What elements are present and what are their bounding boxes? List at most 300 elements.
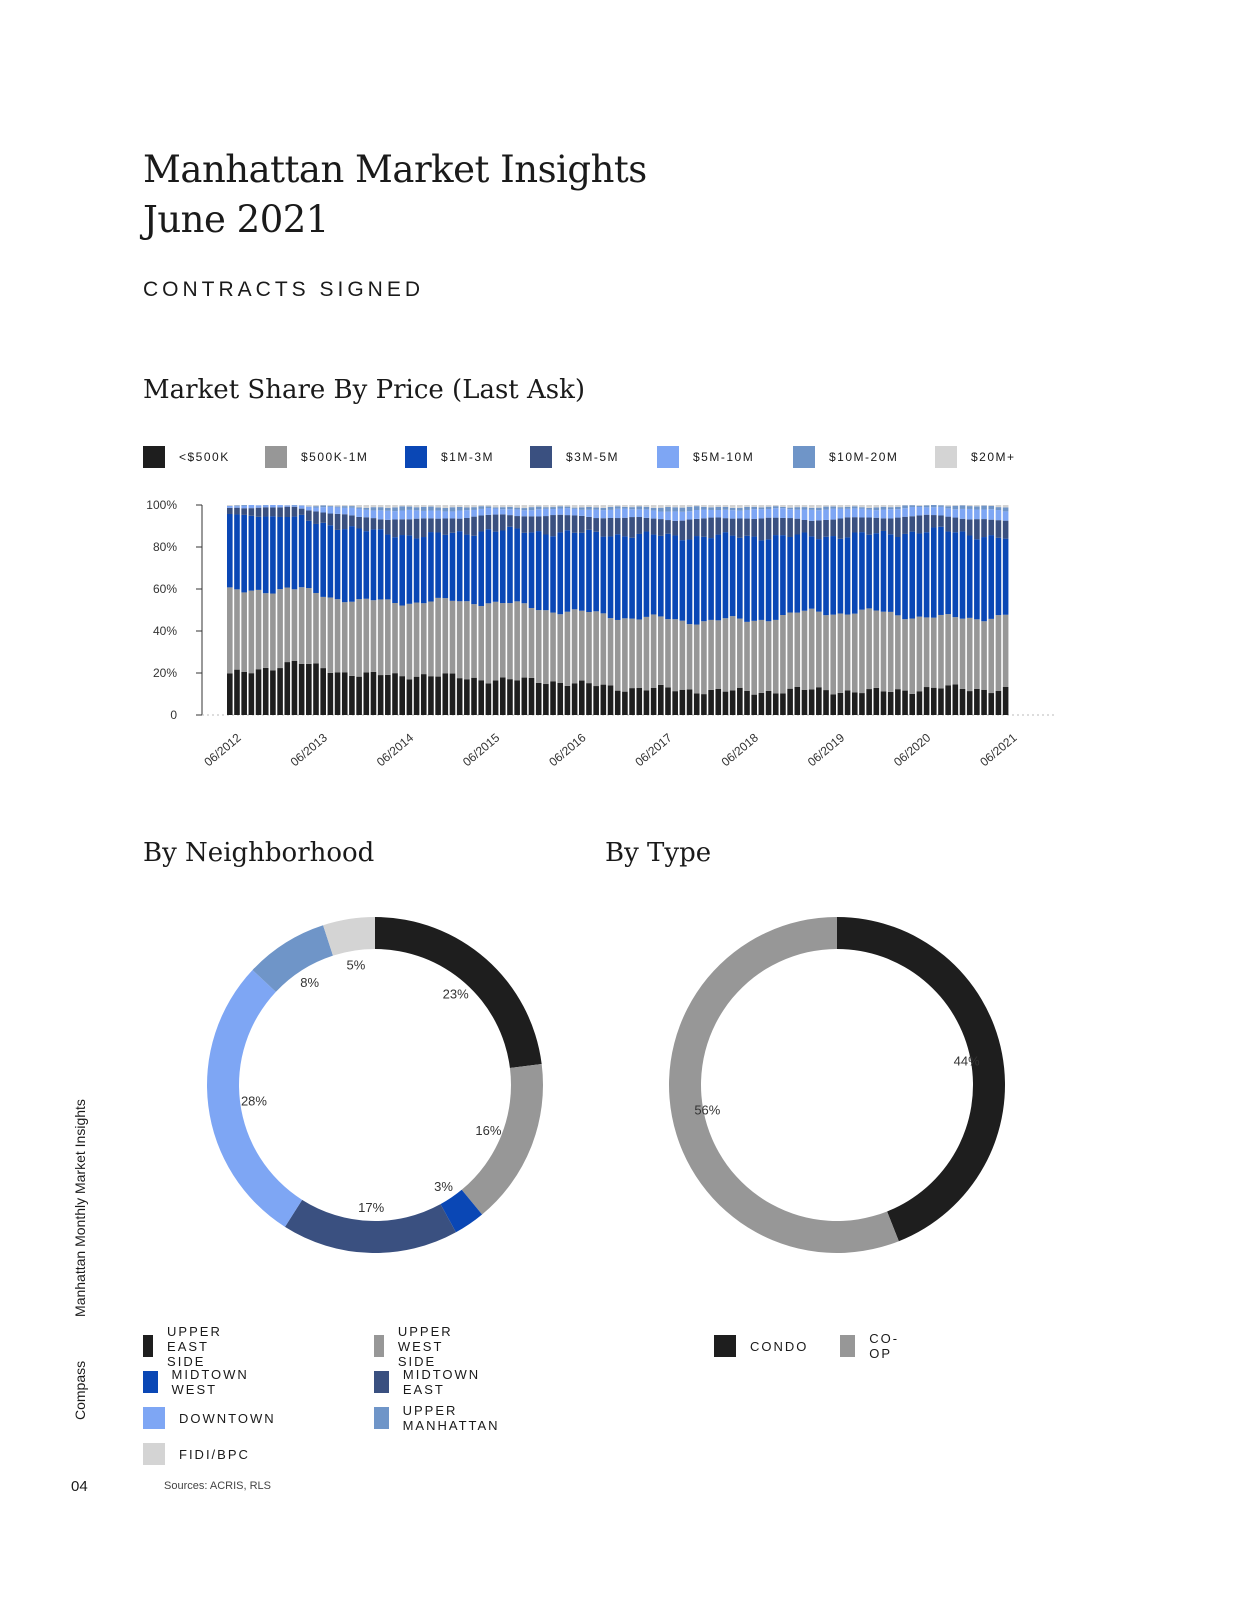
- bar-segment-1m_3m: [536, 531, 542, 610]
- bar-segment-lt500k: [708, 690, 714, 715]
- side-title: Manhattan Monthly Market Insights: [72, 1099, 88, 1317]
- legend-label: MIDTOWN EAST: [402, 1367, 481, 1397]
- bar-segment-5m_10m: [241, 506, 247, 508]
- bar-segment-1m_3m: [514, 528, 520, 601]
- bar-segment-500k_1m: [759, 620, 765, 693]
- bar-segment-1m_3m: [751, 537, 757, 621]
- bar-segment-5m_10m: [306, 507, 312, 511]
- bar-segment-20m_plus: [888, 505, 894, 507]
- bar-segment-3m_5m: [816, 520, 822, 539]
- bar-segment-5m_10m: [565, 508, 571, 515]
- bar-segment-lt500k: [960, 689, 966, 715]
- bar-stack: [680, 505, 686, 715]
- bar-segment-5m_10m: [902, 508, 908, 517]
- legend-label: UPPER EAST SIDE: [167, 1323, 222, 1369]
- bar-segment-10m_20m: [428, 507, 434, 511]
- bar-segment-3m_5m: [471, 517, 477, 536]
- bar-stack: [342, 505, 348, 715]
- bar-segment-lt500k: [342, 672, 348, 715]
- bar-segment-5m_10m: [550, 509, 556, 515]
- bar-segment-1m_3m: [665, 534, 671, 619]
- bar-stack: [672, 505, 678, 715]
- legend-item-midtown-east: [374, 1367, 487, 1397]
- bar-segment-20m_plus: [737, 505, 743, 508]
- bar-stack: [507, 505, 513, 715]
- bar-segment-5m_10m: [672, 511, 678, 520]
- bar-stack: [730, 505, 736, 715]
- bar-segment-3m_5m: [349, 515, 355, 526]
- bar-stack: [349, 505, 355, 715]
- bar-segment-10m_20m: [744, 507, 750, 510]
- donut-slice-condo: [837, 917, 1005, 1241]
- bar-segment-3m_5m: [794, 519, 800, 535]
- bar-segment-lt500k: [773, 693, 779, 715]
- bar-stack: [270, 505, 276, 715]
- bar-segment-lt500k: [644, 690, 650, 715]
- bar-stack: [572, 505, 578, 715]
- bar-segment-lt500k: [450, 674, 456, 715]
- bar-segment-3m_5m: [737, 518, 743, 537]
- bar-segment-20m_plus: [866, 505, 872, 508]
- bar-segment-1m_3m: [723, 532, 729, 618]
- bar-segment-5m_10m: [759, 509, 765, 518]
- legend-item-fidi-bpc: [143, 1443, 250, 1465]
- bar-segment-3m_5m: [651, 519, 657, 535]
- bar-segment-lt500k: [953, 684, 959, 715]
- bar-segment-10m_20m: [845, 507, 851, 509]
- bar-segment-5m_10m: [917, 507, 923, 515]
- bar-segment-5m_10m: [938, 507, 944, 516]
- bar-segment-10m_20m: [974, 506, 980, 509]
- page-title-line1: Manhattan Market Insights: [143, 148, 647, 191]
- bar-stack: [981, 505, 987, 715]
- bar-segment-3m_5m: [543, 516, 549, 534]
- bar-segment-3m_5m: [680, 521, 686, 541]
- bar-segment-5m_10m: [249, 505, 255, 508]
- bar-segment-1m_3m: [586, 530, 592, 612]
- bar-segment-500k_1m: [974, 619, 980, 689]
- bar-segment-3m_5m: [924, 515, 930, 533]
- bar-segment-20m_plus: [672, 505, 678, 507]
- bar-stack: [263, 505, 269, 715]
- bar-segment-3m_5m: [809, 521, 815, 537]
- bar-stack: [241, 505, 247, 715]
- bar-segment-5m_10m: [744, 510, 750, 519]
- bar-segment-10m_20m: [802, 507, 808, 509]
- bar-segment-3m_5m: [773, 518, 779, 535]
- x-tick-label: 06/2015: [460, 730, 503, 770]
- bar-segment-500k_1m: [701, 621, 707, 694]
- bar-segment-1m_3m: [636, 534, 642, 620]
- y-tick-label: 40%: [152, 624, 177, 638]
- bar-segment-3m_5m: [1003, 521, 1009, 539]
- bar-segment-1m_3m: [708, 538, 714, 620]
- bar-segment-20m_plus: [421, 505, 427, 507]
- bar-segment-5m_10m: [464, 510, 470, 518]
- bar-segment-500k_1m: [529, 608, 535, 678]
- bar-segment-20m_plus: [687, 505, 693, 507]
- bar-segment-20m_plus: [780, 505, 786, 507]
- legend-swatch: [714, 1335, 736, 1357]
- bar-segment-20m_plus: [665, 505, 671, 507]
- bar-segment-5m_10m: [363, 510, 369, 517]
- bar-segment-10m_20m: [644, 507, 650, 510]
- bar-segment-5m_10m: [838, 509, 844, 519]
- legend-label: UPPER MANHATTAN: [402, 1403, 500, 1433]
- bar-segment-500k_1m: [802, 611, 808, 690]
- bar-stack: [636, 505, 642, 715]
- bar-segment-lt500k: [478, 680, 484, 715]
- bar-segment-500k_1m: [823, 615, 829, 690]
- bar-segment-1m_3m: [457, 531, 463, 601]
- bar-stack: [866, 505, 872, 715]
- bar-segment-1m_3m: [629, 538, 635, 619]
- bar-segment-20m_plus: [680, 505, 686, 508]
- bar-stack: [615, 505, 621, 715]
- bar-stack: [586, 505, 592, 715]
- bar-segment-5m_10m: [356, 509, 362, 517]
- bar-segment-20m_plus: [874, 505, 880, 507]
- bar-stack: [888, 505, 894, 715]
- bar-segment-5m_10m: [830, 509, 836, 520]
- bar-segment-10m_20m: [622, 507, 628, 509]
- bar-segment-10m_20m: [794, 507, 800, 510]
- bar-segment-500k_1m: [723, 618, 729, 691]
- bar-segment-3m_5m: [601, 518, 607, 536]
- bar-segment-lt500k: [737, 688, 743, 715]
- bar-segment-10m_20m: [658, 508, 664, 512]
- bar-segment-lt500k: [586, 683, 592, 715]
- bar-stack: [787, 505, 793, 715]
- bar-segment-20m_plus: [529, 505, 535, 507]
- legend-label: $10M-20M: [829, 450, 899, 464]
- bar-segment-5m_10m: [780, 508, 786, 518]
- bar-segment-500k_1m: [794, 613, 800, 687]
- bar-stack: [830, 505, 836, 715]
- bar-segment-500k_1m: [241, 592, 247, 672]
- bar-segment-5m_10m: [601, 510, 607, 518]
- bar-segment-5m_10m: [572, 509, 578, 516]
- bar-segment-3m_5m: [852, 517, 858, 532]
- bar-segment-500k_1m: [945, 614, 951, 685]
- bar-segment-500k_1m: [766, 621, 772, 691]
- legend-item-20m: [935, 445, 1016, 469]
- bar-segment-5m_10m: [284, 505, 290, 506]
- donut-label-co-op: 56%: [694, 1102, 721, 1118]
- bar-segment-5m_10m: [651, 510, 657, 518]
- bar-segment-lt500k: [859, 693, 865, 715]
- bar-stack: [385, 505, 391, 715]
- bar-stack: [514, 505, 520, 715]
- bar-segment-lt500k: [263, 668, 269, 715]
- bar-segment-1m_3m: [715, 535, 721, 621]
- bar-segment-1m_3m: [550, 536, 556, 612]
- bar-stack: [550, 505, 556, 715]
- bar-segment-5m_10m: [852, 508, 858, 517]
- page-title-line2: June 2021: [143, 198, 329, 241]
- bar-segment-3m_5m: [557, 515, 563, 533]
- bar-stack: [838, 505, 844, 715]
- bar-segment-5m_10m: [256, 505, 262, 507]
- bar-segment-500k_1m: [680, 621, 686, 690]
- bar-segment-20m_plus: [385, 505, 391, 508]
- bar-segment-5m_10m: [737, 511, 743, 519]
- bar-segment-20m_plus: [608, 505, 614, 507]
- bar-segment-10m_20m: [586, 507, 592, 510]
- bar-stack: [557, 505, 563, 715]
- bar-segment-3m_5m: [443, 518, 449, 534]
- bar-stack: [392, 505, 398, 715]
- bar-segment-1m_3m: [888, 534, 894, 612]
- bar-segment-20m_plus: [335, 505, 341, 507]
- bar-segment-1m_3m: [227, 514, 233, 587]
- bar-segment-10m_20m: [953, 506, 959, 509]
- bar-segment-500k_1m: [715, 620, 721, 689]
- bar-segment-5m_10m: [522, 510, 528, 516]
- bar-segment-lt500k: [759, 693, 765, 715]
- bar-segment-20m_plus: [557, 505, 563, 506]
- bar-segment-1m_3m: [385, 534, 391, 599]
- bar-segment-lt500k: [392, 673, 398, 715]
- bar-segment-3m_5m: [270, 507, 276, 516]
- bar-segment-lt500k: [471, 678, 477, 715]
- legend-swatch: [143, 1335, 153, 1357]
- y-tick-label: 20%: [152, 666, 177, 680]
- bar-segment-5m_10m: [378, 510, 384, 519]
- bar-segment-20m_plus: [708, 505, 714, 507]
- bar-segment-lt500k: [823, 690, 829, 715]
- bar-segment-500k_1m: [371, 600, 377, 672]
- bar-segment-1m_3m: [672, 535, 678, 619]
- bar-segment-20m_plus: [306, 505, 312, 506]
- bar-segment-3m_5m: [622, 518, 628, 537]
- legend-label: FIDI/BPC: [179, 1446, 250, 1462]
- bar-segment-lt500k: [701, 694, 707, 715]
- bar-segment-lt500k: [579, 681, 585, 715]
- bar-segment-3m_5m: [751, 519, 757, 537]
- bar-segment-10m_20m: [701, 507, 707, 510]
- bar-segment-3m_5m: [996, 520, 1002, 538]
- sources-note: Sources: ACRIS, RLS: [164, 1480, 271, 1492]
- bar-stack: [579, 505, 585, 715]
- bar-segment-500k_1m: [292, 589, 298, 661]
- bar-segment-10m_20m: [313, 506, 319, 507]
- bar-segment-20m_plus: [751, 505, 757, 507]
- legend-item-co-op: [840, 1331, 906, 1361]
- bar-segment-3m_5m: [759, 518, 765, 540]
- bar-segment-3m_5m: [529, 516, 535, 532]
- bar-segment-10m_20m: [579, 508, 585, 510]
- bar-segment-500k_1m: [421, 603, 427, 674]
- bar-stack: [687, 505, 693, 715]
- legend-item-500k: [143, 445, 230, 469]
- bar-segment-lt500k: [651, 688, 657, 715]
- bar-stack: [493, 505, 499, 715]
- bar-segment-lt500k: [328, 673, 334, 715]
- bar-segment-1m_3m: [974, 539, 980, 619]
- bar-segment-lt500k: [917, 691, 923, 715]
- bar-segment-20m_plus: [371, 505, 377, 507]
- bar-segment-5m_10m: [960, 509, 966, 519]
- bar-segment-20m_plus: [852, 505, 858, 506]
- bar-segment-10m_20m: [809, 508, 815, 510]
- bar-segment-lt500k: [234, 670, 240, 715]
- bar-stack: [399, 505, 405, 715]
- bar-segment-500k_1m: [737, 619, 743, 688]
- bar-segment-3m_5m: [227, 508, 233, 514]
- bar-segment-1m_3m: [759, 540, 765, 620]
- bar-segment-20m_plus: [644, 505, 650, 507]
- legend-label: CONDO: [750, 1338, 809, 1354]
- bar-segment-5m_10m: [335, 507, 341, 513]
- bar-segment-lt500k: [636, 688, 642, 715]
- bar-segment-lt500k: [543, 684, 549, 715]
- bar-stack: [909, 505, 915, 715]
- bar-segment-3m_5m: [644, 518, 650, 532]
- bar-segment-500k_1m: [227, 587, 233, 673]
- bar-segment-10m_20m: [687, 507, 693, 512]
- bar-segment-lt500k: [335, 672, 341, 715]
- bar-segment-500k_1m: [320, 597, 326, 668]
- bar-stack: [931, 505, 937, 715]
- bar-segment-3m_5m: [888, 518, 894, 534]
- bar-segment-lt500k: [313, 663, 319, 715]
- bar-segment-5m_10m: [529, 510, 535, 516]
- bar-stack: [464, 505, 470, 715]
- bar-stack: [895, 505, 901, 715]
- bar-segment-5m_10m: [644, 509, 650, 517]
- bar-segment-lt500k: [414, 677, 420, 715]
- bar-segment-10m_20m: [421, 507, 427, 511]
- legend-swatch: [405, 446, 427, 468]
- bar-segment-lt500k: [730, 690, 736, 715]
- bar-segment-10m_20m: [931, 505, 937, 507]
- bar-segment-5m_10m: [874, 510, 880, 518]
- bar-segment-1m_3m: [277, 517, 283, 589]
- bar-segment-5m_10m: [766, 509, 772, 518]
- bar-segment-3m_5m: [256, 508, 262, 517]
- bar-stack: [874, 505, 880, 715]
- bar-segment-5m_10m: [751, 509, 757, 519]
- bar-segment-10m_20m: [787, 508, 793, 510]
- bar-segment-10m_20m: [349, 506, 355, 508]
- bar-segment-500k_1m: [687, 624, 693, 689]
- bar-segment-5m_10m: [471, 510, 477, 517]
- bar-segment-10m_20m: [909, 505, 915, 507]
- bar-segment-1m_3m: [687, 540, 693, 625]
- bar-segment-5m_10m: [909, 507, 915, 516]
- bar-segment-lt500k: [565, 686, 571, 715]
- bar-segment-10m_20m: [852, 506, 858, 508]
- bar-segment-lt500k: [615, 691, 621, 715]
- bar-segment-5m_10m: [421, 511, 427, 518]
- bar-segment-500k_1m: [658, 616, 664, 684]
- bar-stack: [823, 505, 829, 715]
- bar-stack: [608, 505, 614, 715]
- bar-segment-3m_5m: [881, 518, 887, 531]
- bar-segment-20m_plus: [794, 505, 800, 507]
- neighborhood-donut: [190, 900, 560, 1270]
- bar-segment-10m_20m: [385, 508, 391, 511]
- bar-segment-500k_1m: [859, 610, 865, 693]
- bar-segment-5m_10m: [313, 508, 319, 512]
- bar-segment-500k_1m: [407, 604, 413, 679]
- bar-segment-lt500k: [435, 677, 441, 715]
- bar-stack: [478, 505, 484, 715]
- legend-item-downtown: [143, 1407, 276, 1429]
- bar-segment-lt500k: [593, 686, 599, 715]
- bar-segment-500k_1m: [428, 601, 434, 676]
- legend-label: $5M-10M: [693, 450, 755, 464]
- bar-segment-20m_plus: [593, 505, 599, 508]
- bar-segment-3m_5m: [687, 520, 693, 540]
- bar-stack: [371, 505, 377, 715]
- bar-segment-1m_3m: [256, 517, 262, 590]
- bar-segment-20m_plus: [486, 505, 492, 506]
- bar-segment-500k_1m: [601, 613, 607, 684]
- bar-segment-500k_1m: [457, 601, 463, 678]
- bar-segment-10m_20m: [881, 507, 887, 510]
- bar-segment-3m_5m: [586, 517, 592, 530]
- bar-stack: [450, 505, 456, 715]
- bar-segment-1m_3m: [823, 537, 829, 615]
- bar-segment-500k_1m: [917, 617, 923, 692]
- bar-stack: [701, 505, 707, 715]
- bar-segment-500k_1m: [522, 603, 528, 677]
- bar-segment-1m_3m: [658, 536, 664, 617]
- bar-segment-1m_3m: [651, 535, 657, 615]
- bar-segment-500k_1m: [392, 603, 398, 673]
- bar-segment-500k_1m: [579, 611, 585, 681]
- legend-label: <$500K: [179, 450, 230, 464]
- bar-segment-1m_3m: [744, 536, 750, 622]
- bar-segment-500k_1m: [328, 597, 334, 672]
- bar-stack: [299, 505, 305, 715]
- bar-segment-3m_5m: [981, 519, 987, 537]
- bar-segment-1m_3m: [802, 532, 808, 610]
- bar-segment-3m_5m: [823, 520, 829, 537]
- bar-stack: [953, 505, 959, 715]
- bar-segment-20m_plus: [457, 505, 463, 507]
- bar-segment-lt500k: [744, 691, 750, 715]
- bar-segment-10m_20m: [766, 507, 772, 509]
- section-label: CONTRACTS SIGNED: [143, 278, 425, 301]
- bar-segment-3m_5m: [500, 514, 506, 530]
- bar-segment-5m_10m: [715, 510, 721, 517]
- bar-segment-10m_20m: [486, 506, 492, 508]
- bar-segment-3m_5m: [579, 516, 585, 533]
- bar-segment-20m_plus: [636, 505, 642, 506]
- bar-segment-20m_plus: [816, 505, 822, 508]
- legend-swatch: [374, 1371, 389, 1393]
- bar-segment-1m_3m: [737, 538, 743, 619]
- bar-segment-20m_plus: [744, 505, 750, 507]
- bar-segment-lt500k: [486, 683, 492, 715]
- bar-segment-10m_20m: [895, 507, 901, 509]
- bar-segment-3m_5m: [917, 515, 923, 533]
- bar-segment-10m_20m: [529, 507, 535, 510]
- bar-segment-500k_1m: [500, 603, 506, 677]
- type-chart-title: By Type: [605, 838, 712, 868]
- bar-segment-lt500k: [924, 687, 930, 715]
- bar-stack: [974, 505, 980, 715]
- bar-segment-lt500k: [514, 680, 520, 715]
- bar-stack: [529, 505, 535, 715]
- bar-segment-3m_5m: [960, 519, 966, 532]
- bar-segment-3m_5m: [866, 518, 872, 535]
- bar-segment-20m_plus: [493, 505, 499, 507]
- bar-segment-3m_5m: [486, 515, 492, 529]
